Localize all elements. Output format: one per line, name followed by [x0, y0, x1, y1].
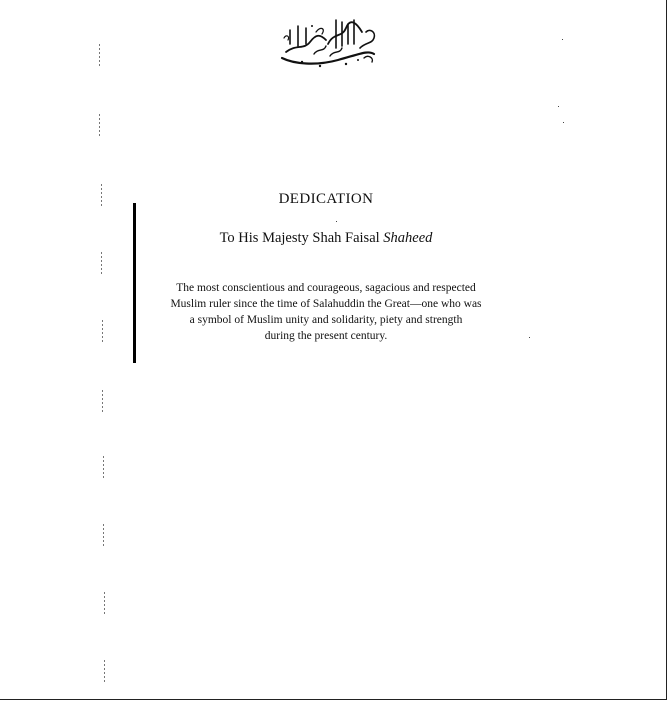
scan-mark [101, 184, 102, 206]
dedication-subtitle [0, 230, 652, 247]
dedication-title: DEDICATION [278, 191, 374, 207]
dedication-subtitle-emphasis: Shaheed [383, 230, 433, 246]
dedication-subtitle-text: To His Majesty Shah Faisal [219, 230, 384, 246]
dedication-line: Muslim ruler since the time of Salahuddin the Great—one who was [170, 298, 482, 310]
scan-speck [529, 337, 530, 338]
dedication-line: a symbol of Muslim unity and solidarity, piety and strength [189, 314, 463, 326]
scan-mark [102, 390, 103, 412]
dedication-body [140, 280, 512, 344]
bismillah-calligraphy-icon [276, 14, 380, 70]
scan-mark [103, 456, 104, 478]
scan-mark [102, 320, 103, 342]
scan-mark [103, 524, 104, 546]
dedication-line: during the present century. [264, 330, 388, 342]
scan-mark [99, 114, 100, 136]
scan-mark [104, 592, 105, 614]
scan-mark [104, 660, 105, 682]
margin-bar [133, 203, 136, 363]
scan-speck [563, 122, 564, 123]
scan-speck [558, 106, 559, 107]
dedication-line: The most conscientious and courageous, sagacious and respected [176, 282, 476, 294]
scan-speck [336, 221, 337, 222]
scan-speck [562, 39, 563, 40]
scan-mark [99, 44, 100, 66]
scan-mark [101, 252, 102, 274]
